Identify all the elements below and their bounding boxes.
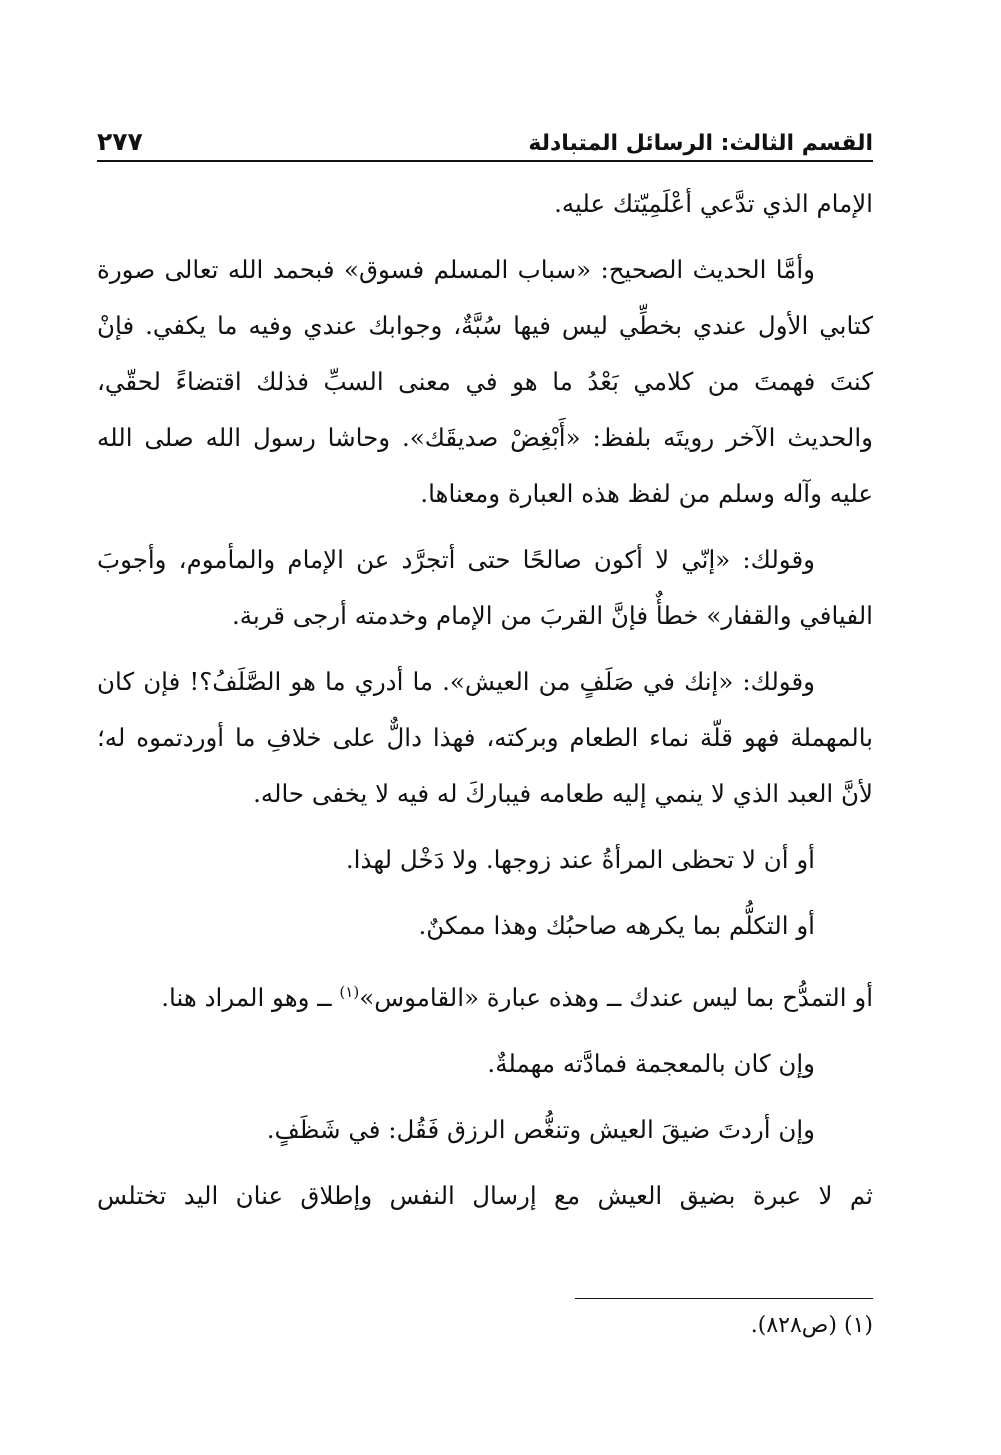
footnote-rule	[575, 1298, 873, 1299]
paragraph-4: وقولك: «إنك في صَلَفٍ من العيش». ما أدري ما هو الصَّلَفُ؟! فإن كان بالمهملة فهو قلّة نماء الطعام وبركته، فهذا دالٌّ على خلافِ ما أوردتموه له؛ لأنَّ العبد الذي لا ينمي إليه طعامه فيباركَ له فيه لا يخفى حاله.	[97, 667, 873, 808]
running-header	[97, 116, 873, 156]
paragraph-6: أو التكلُّم بما يكرهه صاحبُك وهذا ممكنٌ.	[418, 911, 815, 940]
footnote-text: (ص٨٢٨).	[750, 1313, 837, 1338]
paragraph-10: ثم لا عبرة بضيق العيش مع إرسال النفس وإطلاق عنان اليد تختلس	[97, 1181, 873, 1211]
paragraph-7-text: أو التمدُّح بما ليس عندك ــ وهذه عبارة «القاموس»	[359, 983, 873, 1013]
paragraph-7	[97, 964, 873, 1026]
paragraph-7-tail: ــ وهو المراد هنا.	[161, 983, 332, 1013]
body-text	[97, 176, 873, 1234]
paragraph-5: أو أن لا تحظى المرأةُ عند زوجها. ولا دَخْل لهذا.	[345, 845, 815, 874]
section-title: القسم الثالث: الرسائل المتبادلة	[528, 131, 873, 156]
paragraph-3: وقولك: «إنّي لا أكون صالحًا حتى أتجرَّد عن الإمام والمأموم، وأجوبَ الفيافي والقفار» خطأٌ فإنَّ القربَ من الإمام وخدمته أرجى قربة.	[97, 545, 873, 630]
paragraph-8: وإن كان بالمعجمة فمادَّته مهملةٌ.	[487, 1049, 815, 1079]
paragraph-2: وأمَّا الحديث الصحيح: «سباب المسلم فسوق» فبحمد الله تعالى صورة كتابي الأول عندي بخطِّي ليس فيها سُبَّةٌ، وجوابك عندي وفيه ما يكفي. فإنْ كنتَ فهمتَ من كلامي بَعْدُ ما هو في معنى السبِّ فذلك اقتضاءً لحقّي، والحديث الآخر رويتَه بلفظ: «أَبْغِضْ صديقَك». وحاشا رسول الله صلى الله عليه وآله وسلم من لفظ هذه العبارة ومعناها.	[97, 255, 873, 508]
paragraph-9: وإن أردتَ ضيقَ العيش وتنغُّص الرزق فَقُل: في شَظَفٍ.	[266, 1115, 815, 1145]
header-rule	[97, 160, 873, 162]
page-number: ٢٧٧	[97, 127, 143, 156]
footnote-reference[interactable]: (١)	[339, 983, 360, 1001]
footnote-number: (١)	[843, 1313, 873, 1338]
footnote	[97, 1306, 873, 1346]
paragraph-1: الإمام الذي تدَّعي أعْلَمِيّتك عليه.	[554, 189, 873, 218]
